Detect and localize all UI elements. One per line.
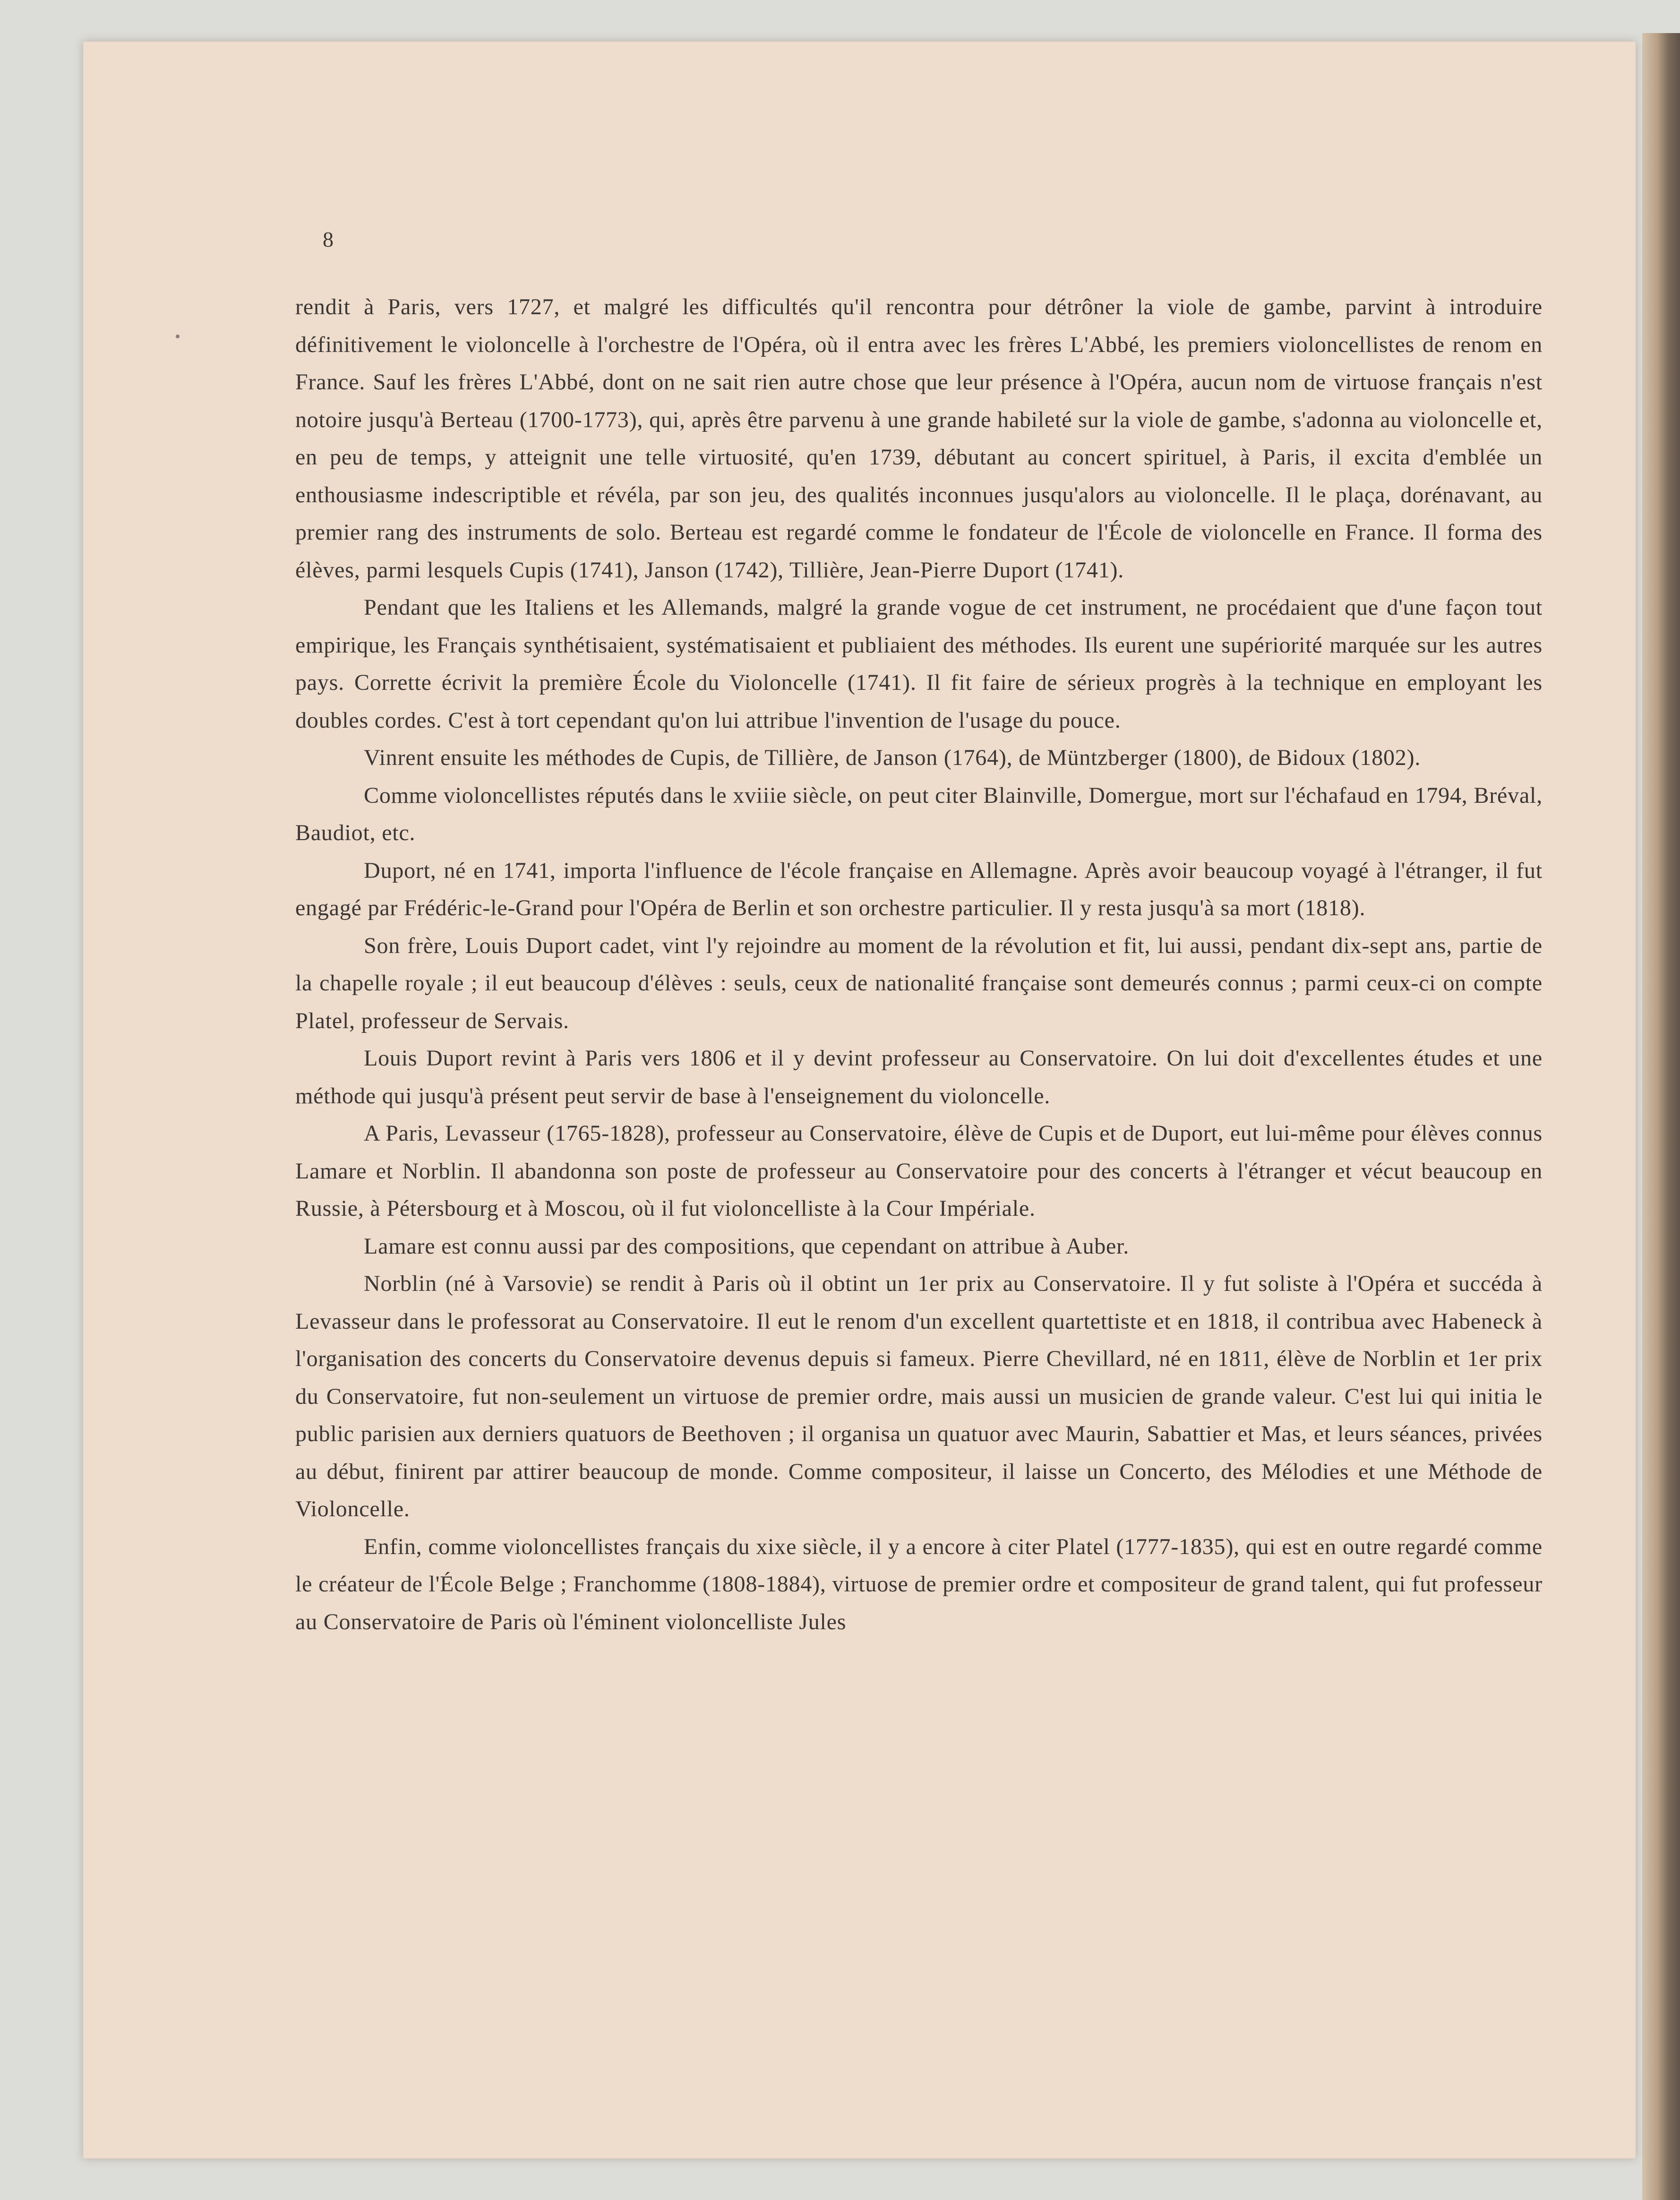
paragraph-8: A Paris, Levasseur (1765-1828), professeur au Conservatoire, élève de Cupis et de Duport, eut lui-même pour élèves connus Lamare et Norblin. Il abandonna son poste de professeur au Conservatoire pour des concerts à l'étranger et vécut beaucoup en Russie, à Pétersbourg et à Moscou, où il fut violoncelliste à la Cour Impériale.: [295, 1121, 1543, 1221]
body-text: [295, 288, 1543, 1641]
book-page-edge: [1642, 33, 1680, 2200]
paragraph-2: Pendant que les Italiens et les Allemands, malgré la grande vogue de cet instrument, ne procédaient que d'une façon tout empirique, les Français synthétisaient, systématisaient et publiaient des méthodes. Ils eurent une supériorité marquée sur les autres pays. Corrette écrivit la première École du Violoncelle (1741). Il fit faire de sérieux progrès à la technique en employant les doubles cordes. C'est à tort cependant qu'on lui attribue l'invention de l'usage du pouce.: [295, 595, 1543, 733]
paragraph-10: Norblin (né à Varsovie) se rendit à Paris où il obtint un 1er prix au Conservatoire. Il y fut soliste à l'Opéra et succéda à Levasseur dans le professorat au Conservatoire. Il eut le renom d'un excellent quartettiste et en 1818, il contribua avec Habeneck à l'organisation des concerts du Conservatoire devenus depuis si fameux. Pierre Chevillard, né en 1811, élève de Norblin et 1er prix du Conservatoire, fut non-seulement un virtuose de premier ordre, mais aussi un musicien de grande valeur. C'est lui qui initia le public parisien aux derniers quatuors de Beethoven ; il organisa un quatuor avec Maurin, Sabattier et Mas, et leurs séances, privées au début, finirent par attirer beaucoup de monde. Comme compositeur, il laisse un Concerto, des Mélodies et une Méthode de Violoncelle.: [295, 1271, 1543, 1521]
paragraph-6: Son frère, Louis Duport cadet, vint l'y rejoindre au moment de la révolution et fit, lui aussi, pendant dix-sept ans, partie de la chapelle royale ; il eut beaucoup d'élèves : seuls, ceux de nationalité française sont demeurés connus ; parmi ceux-ci on compte Platel, professeur de Servais.: [295, 933, 1543, 1033]
paragraph-1: rendit à Paris, vers 1727, et malgré les difficultés qu'il rencontra pour détrôner la viole de gambe, parvint à introduire définitivement le violoncelle à l'orchestre de l'Opéra, où il entra avec les frères L'Abbé, les premiers violoncellistes de renom en France. Sauf les frères L'Abbé, dont on ne sait rien autre chose que leur présence à l'Opéra, aucun nom de virtuose français n'est notoire jusqu'à Berteau (1700-1773), qui, après être parvenu à une grande habileté sur la viole de gambe, s'adonna au violoncelle et, en peu de temps, y atteignit une telle virtuosité, qu'en 1739, débutant au concert spirituel, à Paris, il excita d'emblée un enthousiasme indescriptible et révéla, par son jeu, des qualités inconnues jusqu'alors au violoncelle. Il le plaça, dorénavant, au premier rang des instruments de solo. Berteau est regardé comme le fondateur de l'École de violoncelle en France. Il forma des élèves, parmi lesquels Cupis (1741), Janson (1742), Tillière, Jean-Pierre Duport (1741).: [295, 294, 1543, 583]
paragraph-7: Louis Duport revint à Paris vers 1806 et il y devint professeur au Conservatoire. On lui doit d'excellentes études et une méthode qui jusqu'à présent peut servir de base à l'enseignement du violoncelle.: [295, 1046, 1543, 1109]
page-number: 8: [323, 227, 334, 251]
paragraph-3: Vinrent ensuite les méthodes de Cupis, de Tillière, de Janson (1764), de Müntzberger (1800), de Bidoux (1802).: [364, 745, 1421, 770]
paragraph-9: Lamare est connu aussi par des compositions, que cependant on attribue à Auber.: [364, 1233, 1130, 1259]
paragraph-4: Comme violoncellistes réputés dans le xviiie siècle, on peut citer Blainville, Domergue, mort sur l'échafaud en 1794, Bréval, Baudiot, etc.: [295, 782, 1543, 845]
paragraph-11: Enfin, comme violoncellistes français du xixe siècle, il y a encore à citer Platel (1777-1835), qui est en outre regardé comme le créateur de l'École Belge ; Franchomme (1808-1884), virtuose de premier ordre et compositeur de grand talent, qui fut professeur au Conservatoire de Paris où l'éminent violoncelliste Jules: [295, 1534, 1543, 1634]
paragraph-5: Duport, né en 1741, importa l'influence de l'école française en Allemagne. Après avoir beaucoup voyagé à l'étranger, il fut engagé par Frédéric-le-Grand pour l'Opéra de Berlin et son orchestre particulier. Il y resta jusqu'à sa mort (1818).: [295, 858, 1543, 920]
margin-speck: [176, 335, 180, 338]
